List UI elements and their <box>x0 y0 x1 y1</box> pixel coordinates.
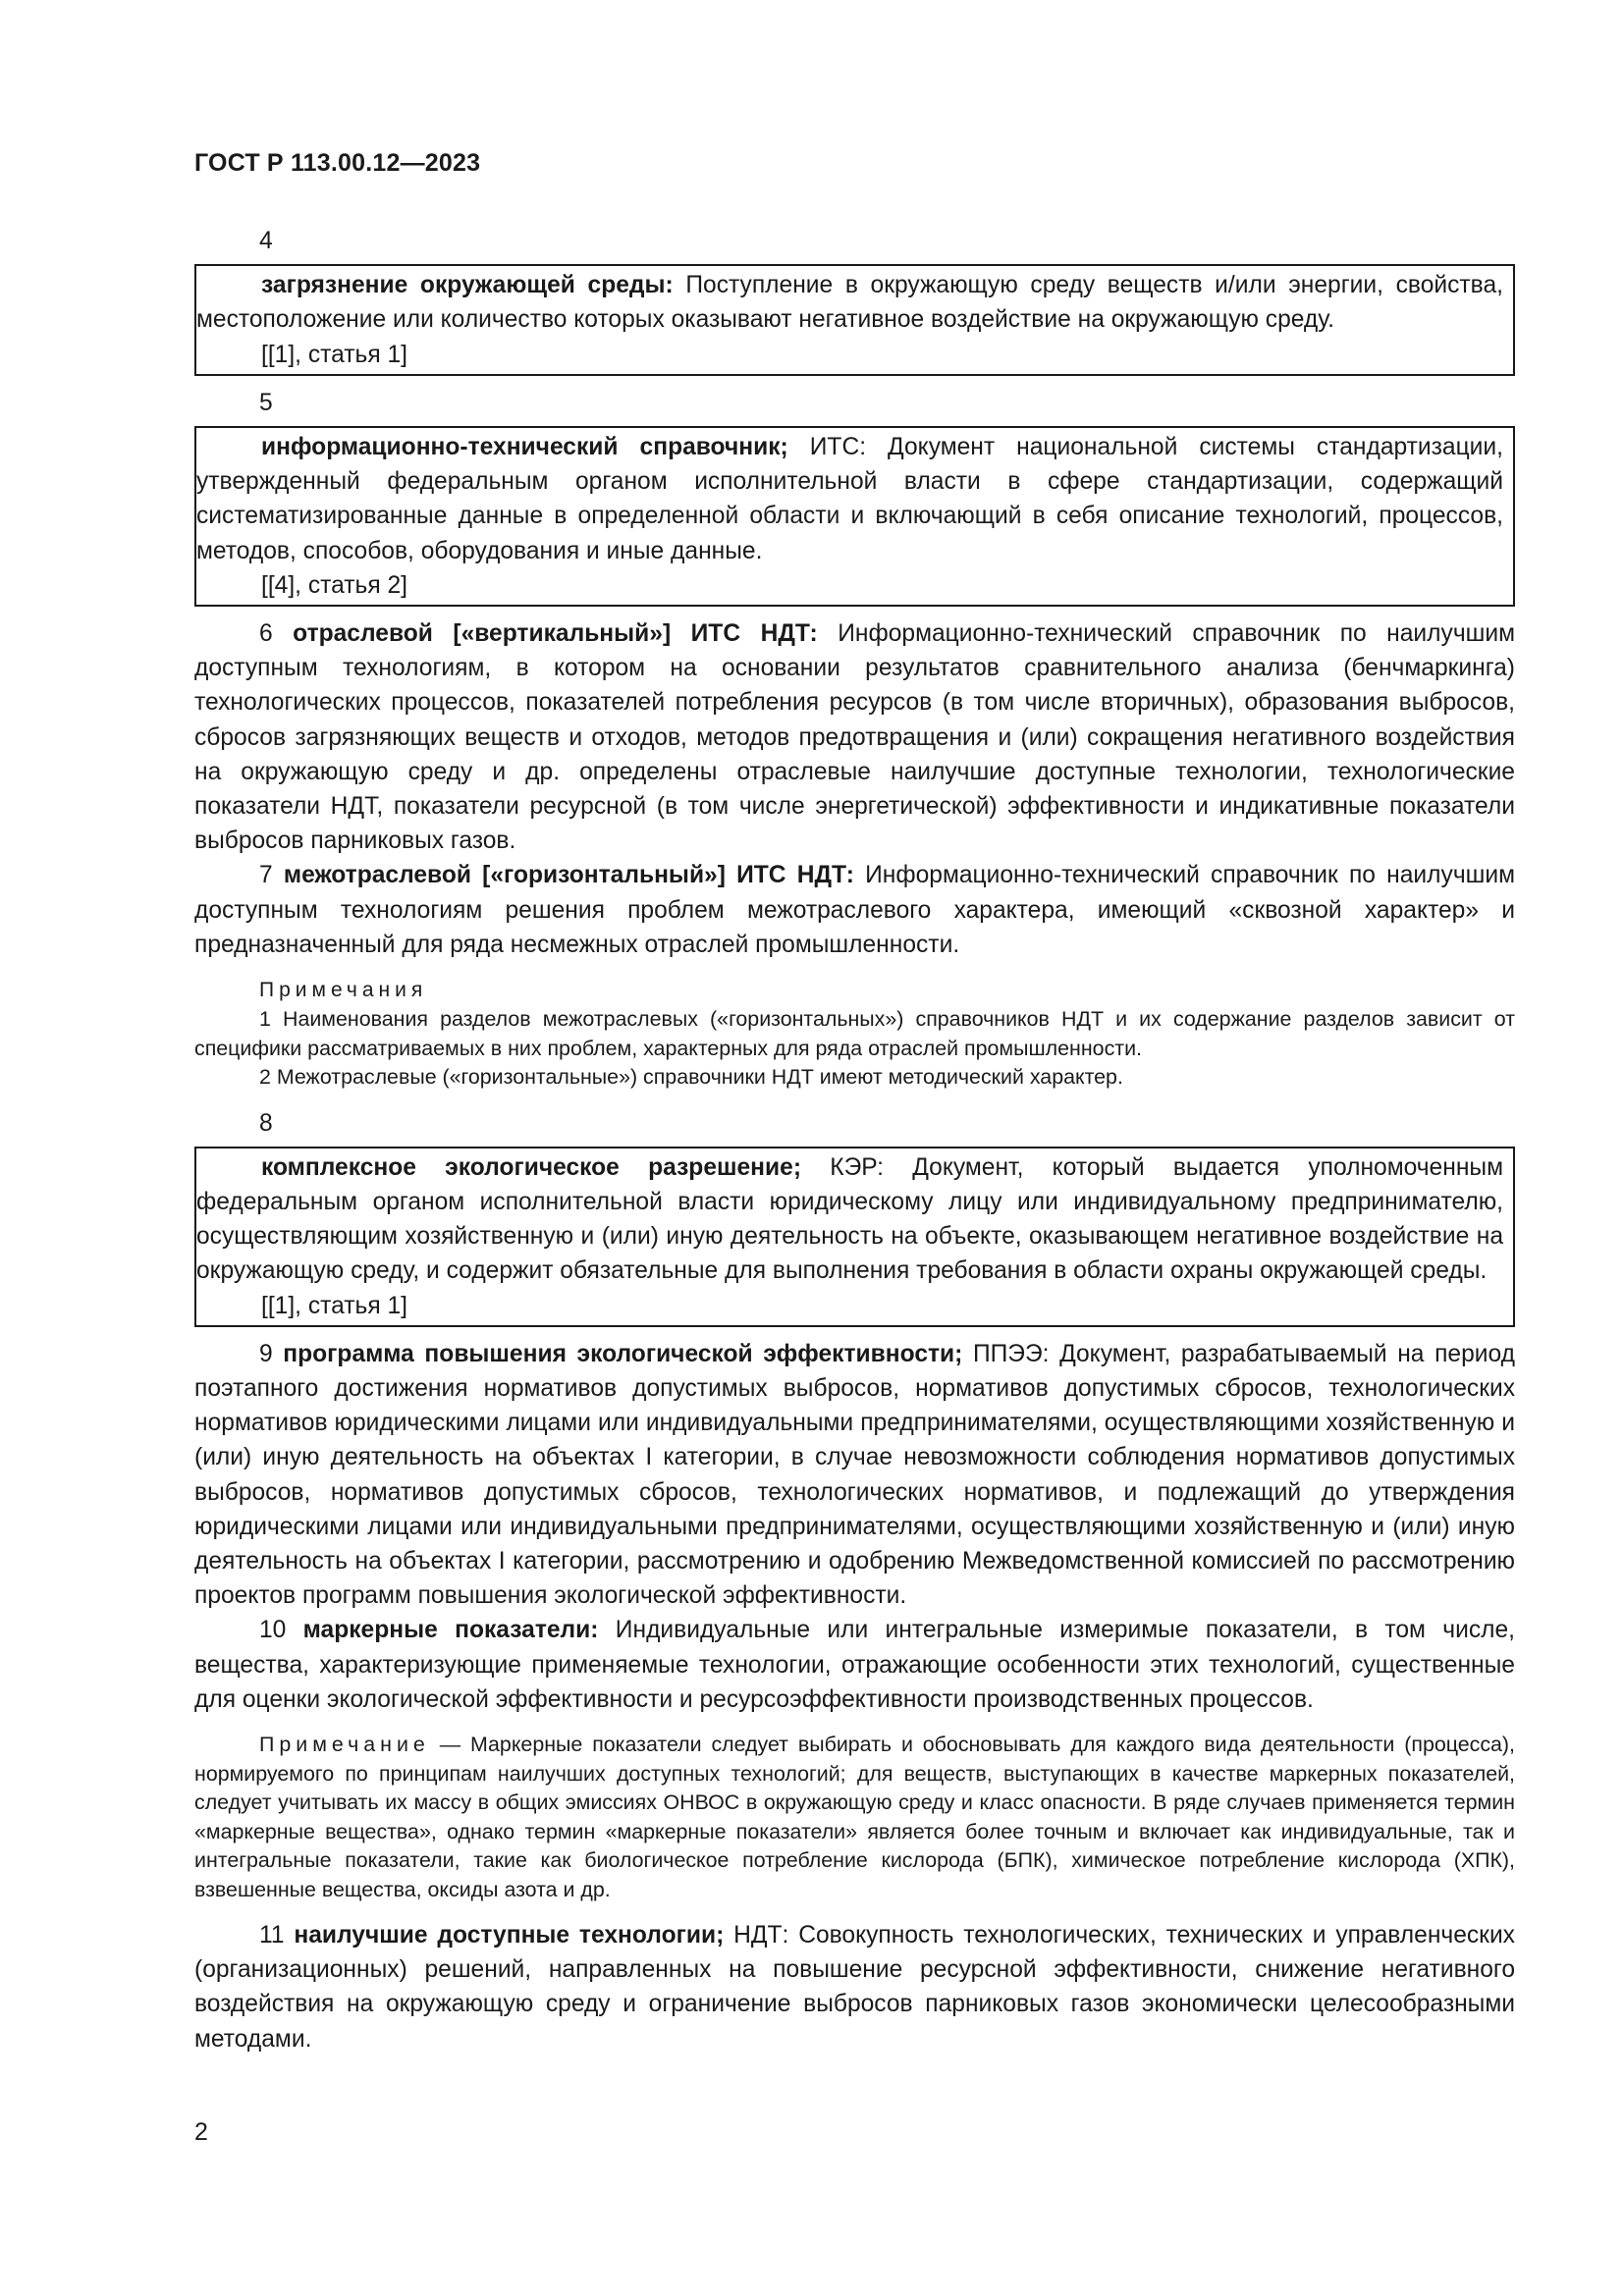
term-10-term: маркерные показатели: <box>302 1617 599 1644</box>
term-9-definition: ППЭЭ: Документ, разрабатываемый на период поэтапного достижения нормативов допустимых выбросов, нормативов допустимых сбросов, технологических нормативов юридическими лицами или индивидуальными предпринимателями, осуществляющими хозяйственную и (или) иную деятельность на объектах I категории, в случае невозможности соблюдения нормативов допустимых выбросов, нормативов допустимых сбросов, технологических нормативов, и подлежащий до утверждения юридическими лицами или индивидуальными предпринимателями, осуществляющими хозяйственную и (или) иную деятельность на объектах I категории, рассмотрению и одобрению Межведомственной комиссией по рассмотрению проектов программ повышения экологической эффективности. <box>194 1340 1515 1610</box>
term-6-number: 6 <box>259 620 294 648</box>
term-6-term: отраслевой [«вертикальный»] ИТС НДТ: <box>293 620 818 648</box>
term-4-text <box>196 268 1503 337</box>
term-8-text <box>196 1150 1503 1289</box>
term-7-number: 7 <box>259 862 284 889</box>
term-8-box <box>194 1147 1515 1327</box>
term-11-term: наилучшие доступные технологии; <box>294 1922 725 1949</box>
term-4-term: загрязнение окружающей среды: <box>261 272 674 299</box>
term-7-notes-label: Примечания <box>259 979 428 1002</box>
term-5-box <box>194 426 1515 607</box>
term-5-source: [[4], статья 2] <box>261 571 408 599</box>
term-10-text <box>194 1613 1515 1717</box>
term-5-text <box>196 430 1503 568</box>
term-11-definition: НДТ: Совокупность технологических, технических и управленческих (организационных) решений, направленных на повышение ресурсной эффективности, снижение негативного воздействия на окружающую среду и ограничение выбросов парниковых газов экономически целесообразными методами. <box>194 1922 1515 2053</box>
term-10-definition: Индивидуальные или интегральные измеримые показатели, в том числе, вещества, характеризующие применяемые технологии, отражающие особенности этих технологий, существенные для оценки экологической эффективности и ресурсоэффективности производственных процессов. <box>194 1617 1515 1713</box>
term-4-box <box>194 264 1515 376</box>
term-10-note-text: — Маркерные показатели следует выбирать и обосновывать для каждого вида деятельности (процесса), нормируемого по принципам наилучших доступных технологий; для веществ, выступающих в качестве маркерных показателей, следует учитывать их массу в общих эмиссиях ОНВОС в окружающую среду и класс опасности. В ряде случаев применяется термин «маркерные вещества», однако термин «маркерные показатели» является более точным и включает как индивидуальные, так и интегральные показатели, такие как биологическое потребление кислорода (БПК), химическое потребление кислорода (ХПК), взвешенные вещества, оксиды азота и др. <box>194 1733 1515 1901</box>
term-9-term: программа повышения экологической эффективности; <box>283 1340 963 1367</box>
term-10-number: 10 <box>259 1617 303 1644</box>
page-number: 2 <box>194 2118 208 2146</box>
document-header: ГОСТ Р 113.00.12—2023 <box>194 149 481 177</box>
term-8-term: комплексное экологическое разрешение; <box>261 1153 802 1181</box>
term-10-note-label: Примечание <box>259 1733 430 1757</box>
term-4-definition: Поступление в окружающую среду веществ и/или энергии, свойства, местоположение или количество которых оказывают негативное воздействие на окружающую среду. <box>196 272 1503 334</box>
term-5-definition: ИТС: Документ национальной системы стандартизации, утвержденный федеральным органом исполнительной власти в сфере стандартизации, содержащий систематизированные данные в определенной области и включающий в себя описание технологий, процессов, методов, способов, оборудования и иные данные. <box>196 434 1503 564</box>
term-9-number: 9 <box>259 1340 284 1367</box>
term-6-definition: Информационно-технический справочник по наилучшим доступным технологиям, в котором на основании результатов сравнительного анализа (бенчмаркинга) технологических процессов, показателей потребления ресурсов (в том числе вторичных), образования выбросов, сбросов загрязняющих веществ и отходов, методов предотвращения и (или) сокращения негативного воздействия на окружающую среду и др. определены отраслевые наилучшие доступные технологии, технологические показатели НДТ, показатели ресурсной (в том числе энергетической) эффективности и индикативные показатели выбросов парниковых газов. <box>194 620 1516 855</box>
term-7-text <box>194 858 1515 962</box>
term-7-note-1: 1 Наименования разделов межотраслевых («горизонтальных») справочников НДТ и их содержание разделов зависит от специфики рассматриваемых в них проблем, характерных для ряда отраслей промышленности. <box>194 1007 1515 1060</box>
term-8-source: [[1], статья 1] <box>261 1292 408 1319</box>
term-11-text <box>194 1918 1515 2056</box>
term-8-number: 8 <box>259 1109 273 1137</box>
term-8-definition: КЭР: Документ, который выдается уполномоченным федеральным органом исполнительной власти юридическому лицу или индивидуальному предпринимателю, осуществляющим хозяйственную и (или) иную деятельность на объекте, оказывающем негативное воздействие на окружающую среду, и содержит обязательные для выполнения требования в области охраны окружающей среды. <box>196 1153 1503 1285</box>
term-7-term: межотраслевой [«горизонтальный»] ИТС НДТ: <box>283 862 854 889</box>
term-5-term: информационно-технический справочник; <box>261 434 788 461</box>
term-9-text <box>194 1337 1515 1614</box>
term-7-note-2: 2 Межотраслевые («горизонтальные») справочники НДТ имеют методический характер. <box>259 1065 1123 1090</box>
term-4-number: 4 <box>259 228 273 254</box>
document-body <box>194 224 1515 2056</box>
term-11-number: 11 <box>259 1922 295 1949</box>
term-10-note <box>194 1731 1515 1904</box>
term-5-number: 5 <box>259 389 273 416</box>
term-6-text <box>194 616 1515 858</box>
term-4-source: [[1], статья 1] <box>261 341 408 368</box>
term-7-definition: Информационно-технический справочник по наилучшим доступным технологиям решения проблем межотраслевого характера, имеющий «сквозной характер» и предназначенный для ряда несмежных отраслей промышленности. <box>194 862 1516 958</box>
